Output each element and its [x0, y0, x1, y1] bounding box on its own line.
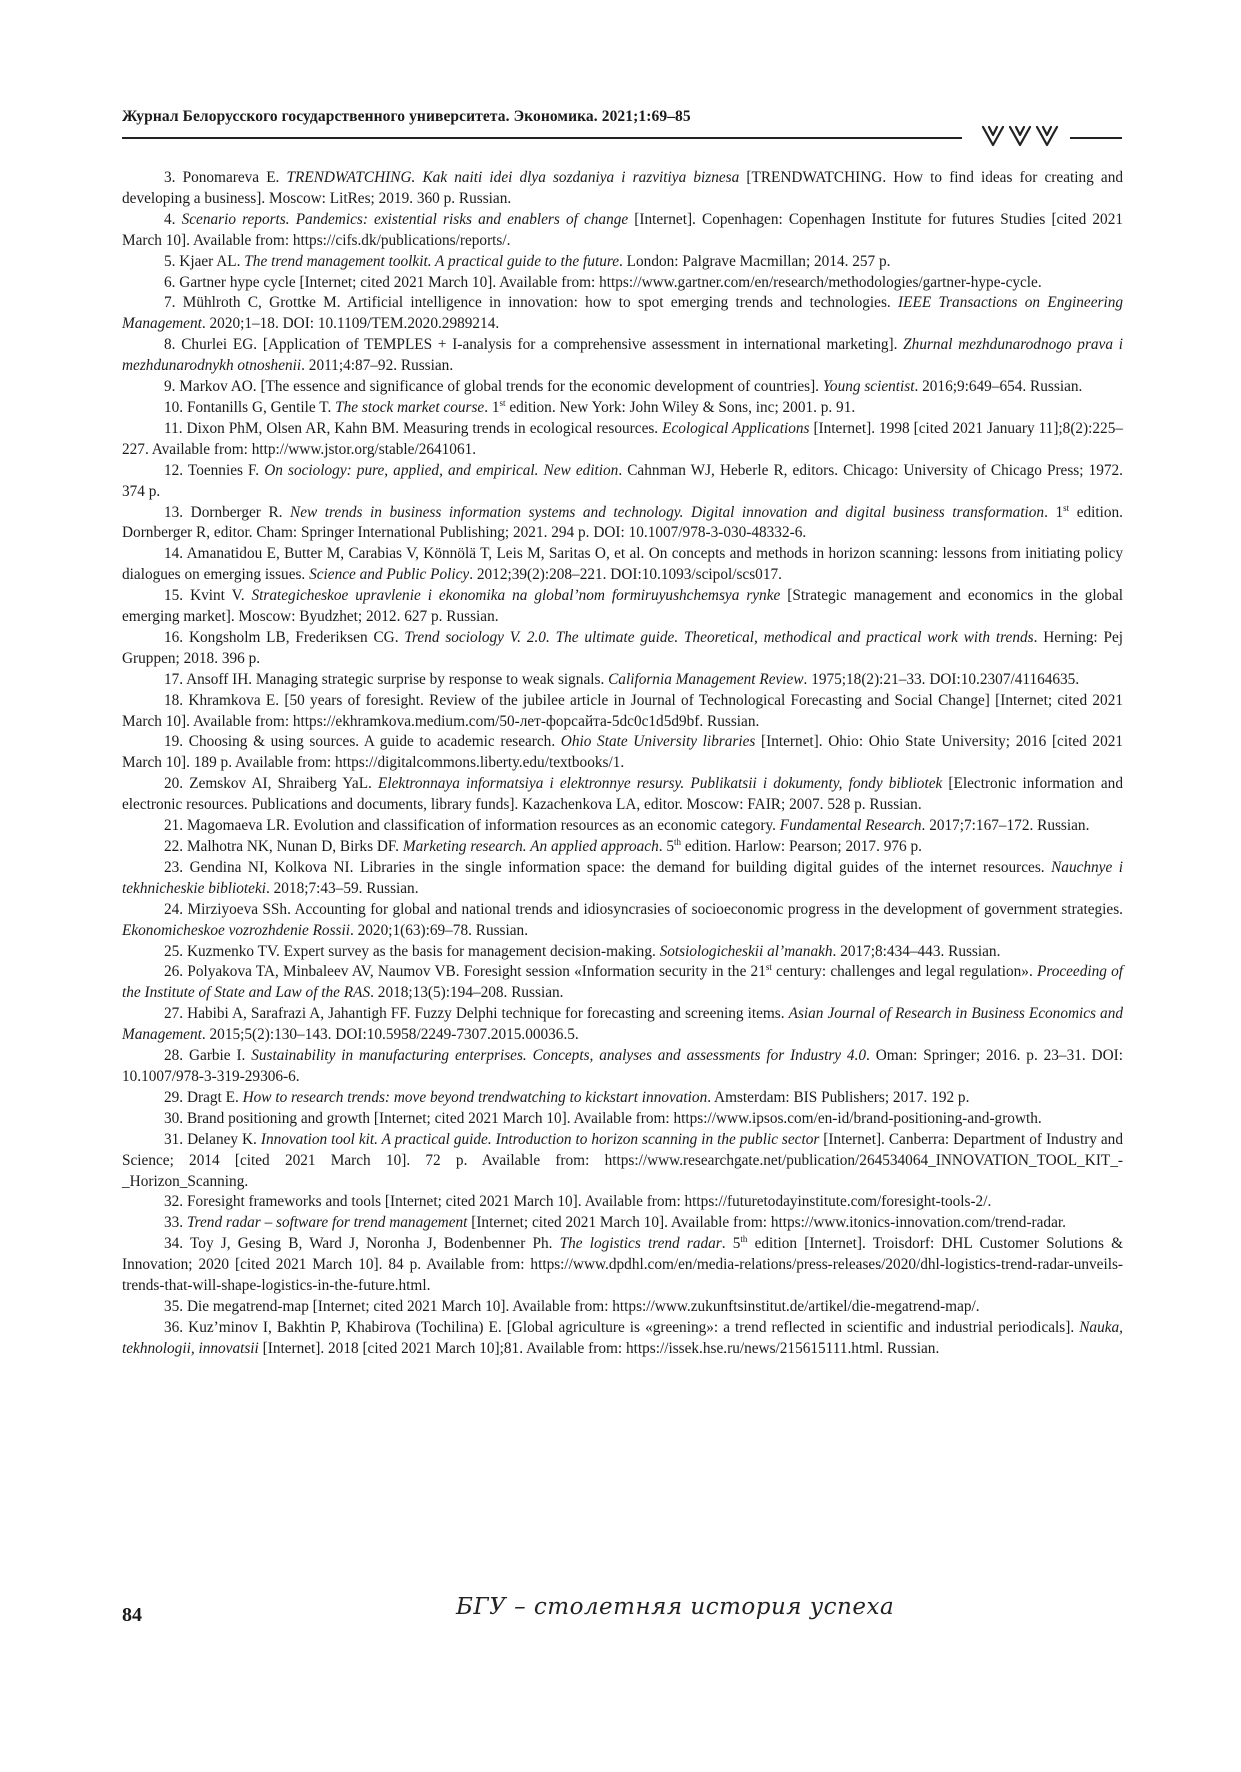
reference-text: . 5	[721, 1235, 741, 1253]
reference-item	[122, 252, 1123, 273]
reference-text: 14. Amanatidou E, Butter M, Carabias V, Könnölä T, Leis M, Saritas O, et al. On concepts and methods in horizon scanning: lessons from initiating policy dialogues on emerging issues.	[122, 545, 1123, 584]
reference-title: Marketing research. An applied approach	[402, 838, 659, 855]
reference-text: [Internet]. 1998 [cited 2021 January 11];8(2):225–227. Available from: http://www.jstor.org/stable/2641061.	[122, 419, 1123, 458]
reference-item	[122, 816, 1123, 837]
reference-title: Science and Public Policy	[309, 566, 470, 584]
reference-text: 17. Ansoff IH. Managing strategic surprise by response to weak signals.	[164, 670, 609, 688]
reference-text: [Internet]. 2018 [cited 2021 March 10];81. Available from: https://issek.hse.ru/news/215615111.html. Russian.	[258, 1339, 940, 1357]
reference-title: Sustainability in manufacturing enterprises. Concepts, analyses and assessments for Industry 4.0	[251, 1047, 867, 1065]
reference-text: . 2016;9:649–654. Russian.	[914, 378, 1083, 396]
reference-text: 15. Kvint V.	[164, 587, 252, 605]
reference-text: 7. Mühlroth C, Grottke M. Artificial intelligence in innovation: how to spot emerging trends and technologies.	[164, 294, 899, 312]
reference-text: . 2012;39(2):208–221. DOI:10.1093/scipol/scs017.	[469, 566, 782, 584]
header-rule	[122, 137, 962, 139]
reference-text: 24. Mirziyoeva SSh. Accounting for global and national trends and idiosyncrasies of socioeconomic progress in the development of government strategies.	[164, 900, 1123, 918]
reference-item	[122, 335, 1123, 377]
reference-text: 33.	[164, 1214, 187, 1232]
reference-text: edition. Dornberger R, editor. Cham: Springer International Publishing; 2021. 294 p. DOI: 10.1007/978-3-030-48332-6.	[122, 503, 1123, 542]
reference-text: . 2020;1–18. DOI: 10.1109/TEM.2020.2989214.	[201, 315, 500, 333]
reference-title: Elektronnaya informatsiya i elektronnye resursy. Publikatsii i dokumenty, fondy bibliotek	[378, 775, 943, 793]
reference-item	[122, 942, 1123, 963]
reference-text: [Internet]. Ohio: Ohio State University; 2016 [cited 2021 March 10]. 189 p. Available from: https://digitalcommons.liberty.edu/textbooks/1.	[122, 733, 1124, 772]
reference-text: . 2018;13(5):194–208. Russian.	[370, 984, 564, 1002]
reference-text: 4.	[164, 210, 182, 228]
reference-text: 20. Zemskov AI, Shraiberg YaL.	[164, 775, 379, 793]
reference-text: 19. Choosing & using sources. A guide to academic research.	[164, 733, 561, 751]
reference-item	[122, 419, 1123, 461]
reference-text: . 2017;7:167–172. Russian.	[921, 817, 1090, 835]
reference-item	[122, 774, 1123, 816]
reference-text: . London: Palgrave Macmillan; 2014. 257 p.	[619, 252, 891, 270]
reference-text: . 2017;8:434–443. Russian.	[832, 942, 1001, 960]
reference-text: 21. Magomaeva LR. Evolution and classification of information resources as an economic category.	[164, 817, 780, 835]
reference-item	[122, 273, 1123, 294]
reference-text: 32. Foresight frameworks and tools [Internet; cited 2021 March 10]. Available from: https://futuretodayinstitute.com/foresight-tools-2/.	[164, 1193, 992, 1211]
reference-text: 23. Gendina NI, Kolkova NI. Libraries in the single information space: the demand for building digital guides of the internet resources.	[164, 858, 1052, 876]
reference-text: century: challenges and legal regulation».	[771, 963, 1037, 981]
reference-item	[122, 1234, 1123, 1297]
reference-text: edition. New York: John Wiley & Sons, inc; 2001. p. 91.	[505, 398, 856, 416]
reference-text: 28. Garbie I.	[164, 1047, 252, 1065]
reference-item	[122, 837, 1123, 858]
running-header	[122, 108, 1122, 126]
reference-title: Fundamental Research	[779, 817, 922, 835]
reference-text: . 5	[658, 838, 675, 855]
reference-item	[122, 1192, 1123, 1213]
reference-item	[122, 1318, 1123, 1360]
reference-item	[122, 293, 1123, 335]
reference-text: 11. Dixon PhM, Olsen AR, Kahn BM. Measuring trends in ecological resources.	[164, 419, 663, 437]
ordinal-suffix: th	[674, 836, 682, 847]
reference-text: [Internet]. Canberra: Department of Industry and Science; 2014 [cited 2021 March 10]. 72 p. Available from: https://www.researchgate.net/publication/264534064_INNOVATION_TOOL_KIT_-_Horizon_Scanning.	[122, 1130, 1123, 1190]
ordinal-suffix: st	[499, 397, 506, 408]
reference-item	[122, 210, 1123, 252]
reference-text: 29. Dragt E.	[164, 1088, 243, 1106]
reference-text: 6. Gartner hype cycle [Internet; cited 2021 March 10]. Available from: https://www.gartner.com/en/research/methodologies/gartner-hype-cycle.	[164, 273, 1042, 291]
reference-title: Proceeding of the Institute of State and Law of the RAS	[122, 963, 1123, 1002]
reference-title: Sotsiologicheskii al’manakh	[659, 942, 833, 960]
reference-title: Strategicheskoe upravlenie i ekonomika na global’nom formiruyushchemsya rynke	[251, 587, 781, 605]
reference-item	[122, 1213, 1123, 1234]
bsu-logo-icon	[980, 121, 1062, 151]
reference-text: [Electronic information and electronic resources. Publications and documents, library funds]. Kazachenkova LA, editor. Moscow: FAIR; 2007. 528 p. Russian.	[122, 775, 1123, 814]
reference-item	[122, 1130, 1123, 1193]
reference-text: 27. Habibi A, Sarafrazi A, Jahantigh FF. Fuzzy Delphi technique for forecasting and screening items.	[164, 1005, 789, 1023]
reference-text: . 1975;18(2):21–33. DOI:10.2307/41164635.	[803, 670, 1080, 688]
reference-text: . 2018;7:43–59. Russian.	[265, 879, 419, 897]
reference-item	[122, 691, 1123, 733]
reference-text: . 2015;5(2):130–143. DOI:10.5958/2249-7307.2015.00036.5.	[201, 1026, 579, 1044]
reference-text: edition [Internet]. Troisdorf: DHL Customer Solutions & Innovation; 2020 [cited 2021 March 10]. 84 p. Available from: https://www.dpdhl.com/en/media-relations/press-releases/2020/dhl-logistics-trend-radar-unveils-trends-that-will-shape-logistics-in-the-future.html.	[122, 1235, 1123, 1295]
reference-item	[122, 586, 1123, 628]
reference-item	[122, 461, 1123, 503]
reference-text: 22. Malhotra NK, Nunan D, Birks DF.	[164, 838, 403, 855]
footer-motto: БГУ – столетняя история успеха	[456, 1594, 895, 1620]
reference-text: 35. Die megatrend-map [Internet; cited 2021 March 10]. Available from: https://www.zukunftsinstitut.de/artikel/die-megatrend-map/.	[164, 1297, 980, 1315]
reference-item	[122, 168, 1123, 210]
reference-text: [Internet; cited 2021 March 10]. Available from: https://www.itonics-innovation.com/trend-radar.	[467, 1214, 1066, 1232]
reference-title: The logistics trend radar	[559, 1235, 722, 1253]
reference-text: 25. Kuzmenko TV. Expert survey as the basis for management decision-making.	[164, 942, 660, 960]
reference-item	[122, 628, 1123, 670]
reference-text: [Internet]. Copenhagen: Copenhagen Institute for futures Studies [cited 2021 March 10]. Available from: https://cifs.dk/publications/reports/.	[122, 210, 1124, 249]
reference-title: On sociology: pure, applied, and empirical. New edition	[264, 461, 619, 479]
reference-title: Ekonomicheskoe vozrozhdenie Rossii	[122, 921, 350, 939]
reference-item	[122, 1004, 1123, 1046]
journal-title: Журнал Белорусского государственного университета. Экономика. 2021;1:69–85	[122, 108, 691, 125]
page-number: 84	[122, 1604, 142, 1626]
reference-item	[122, 1297, 1123, 1318]
reference-item	[122, 1109, 1123, 1130]
reference-text: [TRENDWATCHING. How to find ideas for creating and developing a business]. Moscow: LitRes; 2019. 360 p. Russian.	[122, 169, 1124, 207]
reference-text: 26. Polyakova TA, Minbaleev AV, Naumov VB. Foresight session «Information security in the 21	[164, 963, 766, 981]
reference-text: [Strategic management and economics in the global emerging market]. Moscow: Byudzhet; 2012. 627 p. Russian.	[122, 587, 1123, 626]
reference-item	[122, 732, 1123, 774]
header-rule-right	[1070, 137, 1122, 139]
reference-title: California Management Review	[608, 670, 804, 688]
reference-title: Young scientist	[822, 378, 915, 396]
reference-item	[122, 544, 1123, 586]
reference-title: Scenario reports. Pandemics: existential risks and enablers of change	[181, 210, 629, 228]
reference-title: Asian Journal of Research in Business Economics and Management	[122, 1005, 1123, 1044]
reference-text: 12. Toennies F.	[164, 461, 265, 479]
reference-title: The stock market course	[335, 398, 485, 416]
reference-title: Trend radar – software for trend management	[186, 1214, 468, 1232]
reference-title: New trends in business information systems and technology. Digital innovation and digital business transformation	[290, 503, 1045, 521]
reference-title: Nauka, tekhnologii, innovatsii	[122, 1318, 1123, 1357]
reference-text: 30. Brand positioning and growth [Internet; cited 2021 March 10]. Available from: https://www.ipsos.com/en-id/brand-positioning-and-growth.	[164, 1109, 1042, 1127]
reference-text: . 2020;1(63):69–78. Russian.	[349, 921, 529, 939]
reference-title: Ecological Applications	[662, 419, 810, 437]
reference-title: TRENDWATCHING. Kak naiti idei dlya sozdaniya i razvitiya biznesa	[286, 169, 740, 186]
reference-text: 3. Ponomareva E.	[164, 169, 287, 186]
reference-item	[122, 900, 1123, 942]
reference-title: IEEE Transactions on Engineering Management	[122, 294, 1123, 333]
reference-title: The trend management toolkit. A practical guide to the future	[244, 252, 620, 270]
reference-title: Nauchnye i tekhnicheskie biblioteki	[122, 858, 1123, 897]
reference-text: 18. Khramkova E. [50 years of foresight. Review of the jubilee article in Journal of Technological Forecasting and Social Change] [Internet; cited 2021 March 10]. Available from: https://ekhramkova.medium.com/50-лет-форсайта-5dc0c1d5d9bf. Russian.	[122, 691, 1123, 730]
reference-text: . Cahnman WJ, Heberle R, editors. Chicago: University of Chicago Press; 1972. 374 p.	[122, 461, 1124, 500]
reference-title: Zhurnal mezhdunarodnogo prava i mezhdunarodnykh otnoshenii	[122, 336, 1123, 375]
reference-item	[122, 858, 1123, 900]
reference-text: 8. Churlei EG. [Application of TEMPLES + I-analysis for a comprehensive assessment in international marketing].	[164, 336, 904, 354]
reference-title: Trend sociology V. 2.0. The ultimate guide. Theoretical, methodical and practical work with trends	[404, 628, 1034, 646]
reference-item	[122, 1046, 1123, 1088]
reference-text: 16. Kongsholm LB, Frederiksen CG.	[164, 628, 405, 646]
reference-title: Innovation tool kit. A practical guide. Introduction to horizon scanning in the public sector	[260, 1130, 820, 1148]
reference-item	[122, 1088, 1123, 1109]
reference-item	[122, 377, 1123, 398]
reference-text: 10. Fontanills G, Gentile T.	[164, 398, 336, 416]
reference-text: . Herning: Pej Gruppen; 2018. 396 p.	[122, 628, 1123, 667]
reference-list	[122, 168, 1123, 1360]
reference-text: 36. Kuz’minov I, Bakhtin P, Khabirova (Tochilina) E. [Global agriculture is «greening»: a trend reflected in scientific and industrial periodicals].	[164, 1318, 1080, 1336]
reference-text: 34. Toy J, Gesing B, Ward J, Noronha J, Bodenbenner Ph.	[164, 1235, 560, 1253]
reference-text: 9. Markov AO. [The essence and significance of global trends for the economic development of countries].	[164, 378, 823, 396]
reference-item	[122, 398, 1123, 419]
reference-title: How to research trends: move beyond trendwatching to kickstart innovation	[242, 1088, 708, 1106]
reference-item	[122, 670, 1123, 691]
reference-item	[122, 503, 1123, 545]
reference-text: . Amsterdam: BIS Publishers; 2017. 192 p.	[707, 1088, 970, 1106]
reference-item	[122, 962, 1123, 1004]
ordinal-suffix: th	[740, 1234, 748, 1245]
reference-text: . 2011;4:87–92. Russian.	[301, 357, 454, 375]
reference-title: Ohio State University libraries	[560, 733, 756, 751]
reference-text: 5. Kjaer AL.	[164, 252, 245, 270]
reference-text: 13. Dornberger R.	[164, 503, 291, 521]
ordinal-suffix: st	[765, 962, 772, 973]
reference-text: edition. Harlow: Pearson; 2017. 976 p.	[681, 838, 922, 855]
reference-text: . 1	[1044, 503, 1064, 521]
reference-text: 31. Delaney K.	[164, 1130, 261, 1148]
ordinal-suffix: st	[1063, 502, 1070, 513]
reference-text: . 1	[484, 398, 500, 416]
reference-text: . Oman: Springer; 2016. p. 23–31. DOI: 10.1007/978-3-319-29306-6.	[122, 1047, 1123, 1085]
